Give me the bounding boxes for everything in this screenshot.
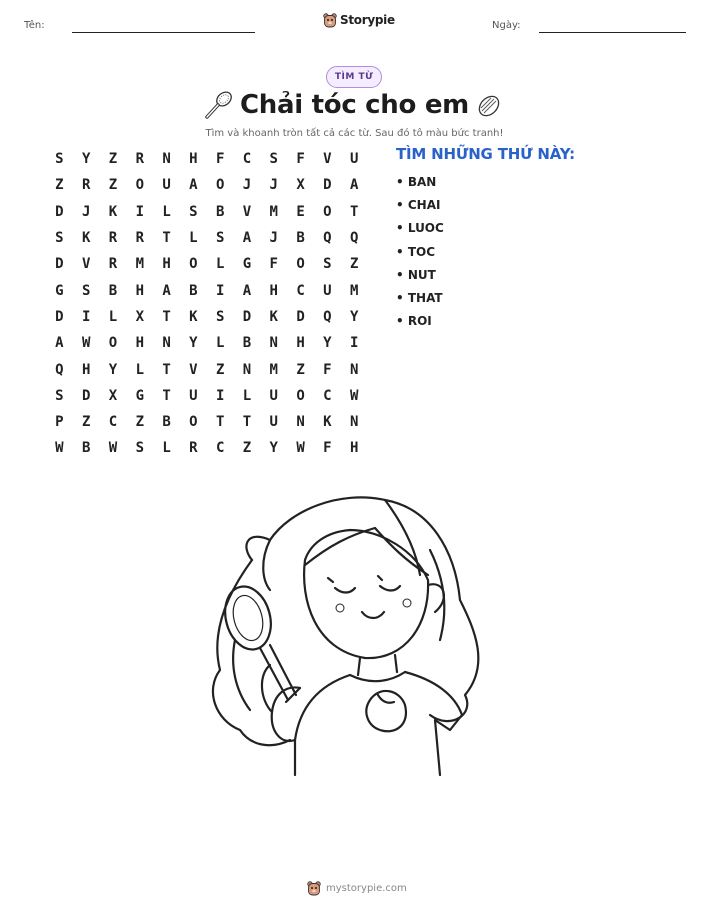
grid-letter: R: [81, 177, 91, 194]
grid-letter: O: [323, 203, 332, 220]
comb-icon: [474, 91, 504, 121]
grid-letter: R: [108, 256, 118, 273]
grid-letter: Q: [323, 308, 332, 325]
grid-letter: B: [242, 335, 252, 352]
name-line: [72, 32, 255, 33]
word-item: • THAT: [396, 291, 443, 306]
instructions: Tìm và khoanh tròn tất cả các từ. Sau đó tô màu bức tranh!: [205, 128, 504, 139]
grid-letter: R: [108, 230, 118, 247]
grid-letter: T: [162, 308, 171, 325]
grid-letter: L: [162, 203, 171, 220]
grid-letter: S: [269, 151, 278, 168]
word-item: • CHAI: [396, 197, 441, 212]
grid-letter: Q: [55, 361, 64, 378]
grid-letter: N: [269, 335, 278, 352]
grid-letter: I: [349, 335, 359, 352]
grid-letter: S: [215, 230, 225, 247]
grid-letter: K: [81, 230, 91, 247]
grid-letter: U: [349, 151, 359, 168]
grid-letter: Z: [242, 440, 252, 457]
grid-letter: Y: [349, 308, 359, 325]
word-list: [396, 170, 444, 333]
grid-letter: O: [189, 256, 198, 273]
grid-letter: S: [215, 308, 225, 325]
grid-letter: A: [189, 177, 198, 194]
grid-letter: O: [108, 335, 118, 352]
grid-letter: Y: [81, 151, 91, 168]
category-badge: TÌM TỪ: [326, 66, 382, 88]
grid-letter: M: [269, 203, 278, 220]
grid-letter: S: [55, 387, 64, 404]
grid-letter: N: [162, 151, 171, 168]
grid-letter: D: [55, 203, 64, 220]
grid-letter: L: [242, 387, 252, 404]
grid-letter: Z: [81, 414, 91, 431]
grid-letter: F: [215, 151, 225, 168]
grid-letter: X: [135, 308, 144, 325]
grid-letter: S: [135, 440, 144, 457]
grid-letter: N: [349, 414, 359, 431]
grid-letter: A: [242, 282, 252, 299]
grid-letter: Z: [349, 256, 359, 273]
grid-letter: A: [242, 230, 252, 247]
brand-name: Storypie: [340, 13, 395, 27]
grid-letter: D: [323, 177, 332, 194]
grid-letter: Z: [296, 361, 305, 378]
grid-letter: F: [323, 440, 332, 457]
grid-letter: R: [135, 151, 144, 168]
grid-letter: T: [242, 414, 252, 431]
grid-letter: U: [269, 387, 278, 404]
footer-url: mystorypie.com: [326, 882, 407, 894]
grid-letter: H: [81, 361, 91, 378]
grid-letter: B: [108, 282, 118, 299]
storypie-logo-icon: [323, 12, 337, 28]
grid-letter: S: [81, 282, 91, 299]
grid-letter: Z: [108, 177, 118, 194]
grid-letter: M: [269, 361, 278, 378]
grid-letter: R: [135, 230, 144, 247]
grid-letter: D: [242, 308, 252, 325]
grid-letter: S: [55, 230, 64, 247]
grid-letter: S: [189, 203, 198, 220]
page-title: Chải tóc cho em: [240, 90, 469, 120]
grid-letter: G: [242, 256, 252, 273]
grid-letter: H: [162, 256, 171, 273]
word-list-title: TÌM NHỮNG THỨ NÀY:: [396, 145, 575, 163]
grid-letter: D: [55, 256, 64, 273]
grid-letter: Y: [189, 335, 198, 352]
grid-letter: L: [215, 335, 225, 352]
grid-letter: Y: [108, 361, 118, 378]
grid-letter: D: [55, 308, 64, 325]
grid-letter: B: [296, 230, 305, 247]
grid-letter: N: [349, 361, 359, 378]
grid-letter: X: [108, 387, 118, 404]
grid-letter: U: [323, 282, 332, 299]
grid-letter: L: [189, 230, 198, 247]
name-label: Tên:: [24, 20, 45, 31]
word-search-grid: [46, 146, 368, 462]
grid-letter: O: [135, 177, 144, 194]
grid-letter: C: [242, 151, 252, 168]
grid-letter: X: [296, 177, 305, 194]
grid-letter: W: [81, 335, 91, 352]
date-line: [539, 32, 686, 33]
grid-letter: C: [215, 440, 225, 457]
grid-letter: N: [296, 414, 305, 431]
word-item: • NUT: [396, 267, 436, 282]
grid-letter: K: [108, 203, 118, 220]
grid-letter: W: [108, 440, 118, 457]
grid-letter: Y: [269, 440, 278, 457]
grid-letter: Z: [108, 151, 118, 168]
grid-letter: P: [55, 414, 64, 431]
grid-letter: U: [189, 387, 198, 404]
grid-letter: H: [189, 151, 198, 168]
grid-letter: T: [162, 361, 171, 378]
grid-letter: W: [349, 387, 359, 404]
grid-letter: I: [215, 387, 225, 404]
grid-letter: G: [135, 387, 144, 404]
grid-letter: Z: [55, 177, 64, 194]
grid-letter: S: [55, 151, 64, 168]
grid-letter: Q: [323, 230, 332, 247]
grid-letter: J: [269, 230, 278, 247]
grid-letter: L: [215, 256, 225, 273]
word-item: • BAN: [396, 174, 437, 189]
grid-letter: Z: [135, 414, 144, 431]
grid-letter: K: [189, 308, 198, 325]
grid-letter: V: [242, 203, 252, 220]
grid-letter: T: [215, 414, 225, 431]
grid-letter: J: [242, 177, 252, 194]
grid-letter: G: [55, 282, 64, 299]
grid-letter: D: [296, 308, 305, 325]
grid-letter: T: [162, 230, 171, 247]
grid-letter: Z: [215, 361, 225, 378]
girl-brushing-hair-illustration: [200, 490, 480, 780]
grid-letter: Y: [323, 335, 332, 352]
grid-letter: F: [323, 361, 332, 378]
date-label: Ngày:: [492, 20, 521, 31]
grid-letter: C: [296, 282, 305, 299]
grid-letter: F: [296, 151, 305, 168]
grid-letter: N: [162, 335, 171, 352]
grid-letter: C: [323, 387, 332, 404]
grid-letter: H: [135, 282, 144, 299]
grid-letter: U: [269, 414, 278, 431]
grid-letter: H: [349, 440, 359, 457]
grid-letter: B: [162, 414, 171, 431]
grid-letter: T: [349, 203, 359, 220]
grid-letter: L: [162, 440, 171, 457]
grid-letter: B: [81, 440, 91, 457]
grid-letter: I: [135, 203, 144, 220]
grid-letter: O: [189, 414, 198, 431]
grid-letter: K: [269, 308, 278, 325]
grid-letter: V: [81, 256, 91, 273]
grid-letter: T: [162, 387, 171, 404]
grid-letter: A: [55, 335, 64, 352]
grid-letter: F: [269, 256, 278, 273]
grid-letter: L: [135, 361, 144, 378]
grid-letter: N: [242, 361, 252, 378]
grid-letter: O: [215, 177, 225, 194]
grid-letter: J: [81, 203, 91, 220]
grid-letter: H: [296, 335, 305, 352]
grid-letter: I: [215, 282, 225, 299]
grid-letter: H: [269, 282, 278, 299]
grid-letter: A: [162, 282, 171, 299]
grid-letter: S: [323, 256, 332, 273]
grid-letter: E: [296, 203, 305, 220]
brand: [323, 12, 395, 28]
grid-letter: K: [323, 414, 332, 431]
grid-letter: A: [349, 177, 359, 194]
grid-letter: W: [55, 440, 64, 457]
grid-letter: M: [349, 282, 359, 299]
grid-letter: H: [135, 335, 144, 352]
grid-letter: Q: [349, 230, 359, 247]
word-item: • LUOC: [396, 221, 444, 236]
storypie-logo-icon: [307, 880, 321, 896]
grid-letter: L: [108, 308, 118, 325]
grid-letter: U: [162, 177, 171, 194]
grid-letter: W: [296, 440, 305, 457]
grid-letter: J: [269, 177, 278, 194]
grid-letter: O: [296, 256, 305, 273]
grid-letter: R: [189, 440, 198, 457]
word-item: • TOC: [396, 244, 436, 259]
grid-letter: B: [189, 282, 198, 299]
word-item: • ROI: [396, 314, 432, 329]
grid-letter: C: [108, 414, 118, 431]
grid-letter: O: [296, 387, 305, 404]
grid-letter: B: [215, 203, 225, 220]
grid-letter: I: [81, 308, 91, 325]
grid-letter: M: [135, 256, 144, 273]
grid-letter: D: [81, 387, 91, 404]
footer: [307, 880, 407, 896]
grid-letter: V: [323, 151, 332, 168]
grid-letter: V: [189, 361, 198, 378]
